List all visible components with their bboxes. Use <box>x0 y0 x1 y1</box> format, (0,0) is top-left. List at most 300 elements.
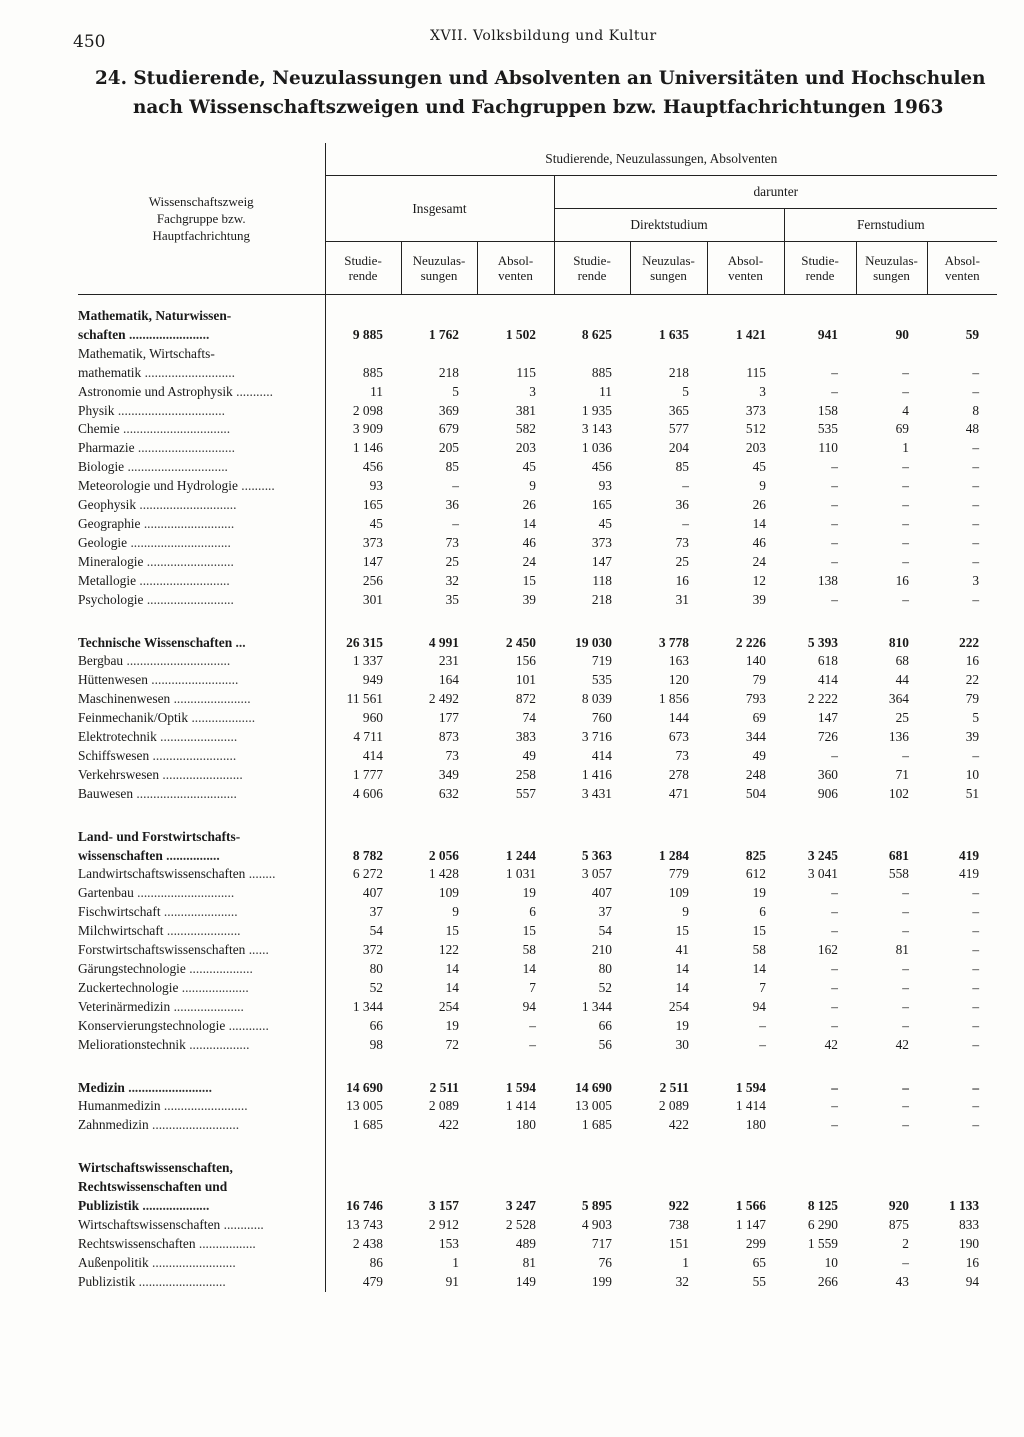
value-cell: – <box>831 515 838 531</box>
spacer-cell <box>78 610 325 634</box>
running-head: XVII. Volksbildung und Kultur <box>430 28 657 44</box>
value-cell: – <box>831 979 838 995</box>
value-cell: 16 <box>895 572 909 588</box>
value-cell: 32 <box>675 1273 689 1289</box>
value-cell: 1 566 <box>735 1198 766 1214</box>
value-cell: – <box>902 1017 909 1033</box>
value-cell: 158 <box>817 402 838 418</box>
value-cell: 15 <box>752 923 766 939</box>
value-cell: 941 <box>817 326 838 342</box>
value-cell: – <box>972 497 980 513</box>
value-cell: 79 <box>752 672 766 688</box>
value-cell: 102 <box>888 785 909 801</box>
value-cell: 1 594 <box>735 1079 766 1095</box>
value-cell: 3 057 <box>581 866 612 882</box>
value-cell: – <box>972 440 980 456</box>
table-row <box>78 998 997 1017</box>
value-cell: 180 <box>745 1117 766 1133</box>
table-row <box>78 1116 997 1135</box>
value-cell <box>927 1159 997 1178</box>
value-cell: – <box>831 1017 838 1033</box>
spacer-cell <box>401 1055 477 1079</box>
value-cell: 1 146 <box>352 440 383 456</box>
value-cell <box>477 307 554 326</box>
value-cell: 9 <box>759 478 766 494</box>
value-cell: – <box>831 383 838 399</box>
value-cell: – <box>759 1017 766 1033</box>
value-cell: 93 <box>369 478 383 494</box>
value-cell: 24 <box>522 553 536 569</box>
spacer-cell <box>630 1055 707 1079</box>
spacer-row <box>78 804 997 828</box>
value-cell <box>707 828 784 847</box>
value-cell: 9 <box>452 904 459 920</box>
value-cell: 885 <box>362 364 383 380</box>
value-cell: 45 <box>752 459 766 475</box>
value-cell: 9 <box>529 478 536 494</box>
row-label: Hüttenwesen .......................... <box>78 671 325 690</box>
value-cell: – <box>972 747 980 763</box>
table-row <box>78 1273 997 1292</box>
page-number: 450 <box>73 32 106 52</box>
value-cell: 719 <box>591 653 612 669</box>
value-cell <box>927 1178 997 1197</box>
value-cell: 58 <box>522 942 536 958</box>
spacer-cell <box>78 295 325 308</box>
value-cell: 1 414 <box>505 1098 536 1114</box>
value-cell: 3 041 <box>807 866 838 882</box>
row-label: Zuckertechnologie .................... <box>78 979 325 998</box>
value-cell: 4 606 <box>352 785 383 801</box>
table-row <box>78 364 997 383</box>
value-cell: 86 <box>369 1254 383 1270</box>
value-cell <box>707 307 784 326</box>
row-label: Bergbau ............................... <box>78 652 325 671</box>
value-cell: 2 <box>902 1235 909 1251</box>
table-row <box>78 383 997 402</box>
value-cell: 46 <box>522 534 536 550</box>
value-cell: 3 245 <box>807 847 838 863</box>
value-cell: 49 <box>522 747 536 763</box>
value-cell: 1 <box>902 440 909 456</box>
column-header-absolventen: Absol- venten <box>707 242 784 295</box>
row-label: Metallogie ........................... <box>78 572 325 591</box>
table-row <box>78 534 997 553</box>
value-cell: 1 284 <box>658 847 689 863</box>
value-cell: 153 <box>438 1235 459 1251</box>
table-row <box>78 345 997 364</box>
row-label: Pharmazie ............................. <box>78 439 325 458</box>
value-cell: – <box>902 591 909 607</box>
value-cell: 1 428 <box>428 866 459 882</box>
value-cell: 3 143 <box>581 421 612 437</box>
value-cell: 94 <box>965 1273 980 1289</box>
column-header-absolventen: Absol- venten <box>477 242 554 295</box>
spacer-cell <box>927 610 997 634</box>
value-cell <box>554 307 630 326</box>
value-cell: – <box>972 591 980 607</box>
value-cell: 717 <box>591 1235 612 1251</box>
value-cell <box>630 828 707 847</box>
value-cell: – <box>831 478 838 494</box>
spacer-cell <box>554 610 630 634</box>
statistics-table <box>78 143 997 1292</box>
value-cell: – <box>902 534 909 550</box>
value-cell: 1 244 <box>505 847 536 863</box>
value-cell: 949 <box>362 672 383 688</box>
value-cell: – <box>682 515 689 531</box>
value-cell: – <box>902 383 909 399</box>
value-cell: 512 <box>745 421 766 437</box>
value-cell: 360 <box>817 766 838 782</box>
value-cell: 90 <box>895 326 909 342</box>
value-cell: 190 <box>959 1235 980 1251</box>
row-label: wissenschaften ................ <box>78 847 325 866</box>
value-cell: 45 <box>369 515 383 531</box>
value-cell: 46 <box>752 534 766 550</box>
group-header-total: Insgesamt <box>325 176 554 242</box>
value-cell: 906 <box>817 785 838 801</box>
spacer-cell <box>927 295 997 308</box>
value-cell: 885 <box>591 364 612 380</box>
value-cell: 3 716 <box>581 729 612 745</box>
value-cell: 210 <box>591 942 612 958</box>
value-cell: 793 <box>745 691 766 707</box>
value-cell: 37 <box>598 904 612 920</box>
table-row <box>78 1216 997 1235</box>
table-row <box>78 785 997 804</box>
value-cell: 73 <box>445 534 459 550</box>
value-cell: 81 <box>522 1254 536 1270</box>
value-cell: 45 <box>522 459 536 475</box>
value-cell: 14 <box>752 515 766 531</box>
value-cell: 9 885 <box>352 326 383 342</box>
value-cell: 5 <box>682 383 689 399</box>
value-cell: 55 <box>752 1273 766 1289</box>
group-header-darunter: darunter <box>554 176 997 209</box>
value-cell: 138 <box>817 572 838 588</box>
value-cell: 1 147 <box>735 1216 766 1232</box>
value-cell: 5 895 <box>581 1198 612 1214</box>
value-cell: 4 711 <box>353 729 383 745</box>
value-cell: 66 <box>369 1017 383 1033</box>
value-cell: 872 <box>515 691 536 707</box>
value-cell: 54 <box>598 923 612 939</box>
value-cell: – <box>902 1079 909 1095</box>
value-cell: 15 <box>522 572 536 588</box>
value-cell: 163 <box>668 653 689 669</box>
value-cell: 16 746 <box>346 1198 383 1214</box>
value-cell: 960 <box>362 710 383 726</box>
value-cell: 1 344 <box>352 998 383 1014</box>
value-cell: 456 <box>591 459 612 475</box>
value-cell <box>856 1159 927 1178</box>
value-cell: 1 416 <box>581 766 612 782</box>
table-row <box>78 1235 997 1254</box>
row-label: Zahnmedizin .......................... <box>78 1116 325 1135</box>
spacer-cell <box>554 1055 630 1079</box>
value-cell: 165 <box>362 497 383 513</box>
value-cell <box>325 1178 401 1197</box>
value-cell: 738 <box>668 1216 689 1232</box>
value-cell: 1 777 <box>352 766 383 782</box>
value-cell: 825 <box>745 847 766 863</box>
value-cell: – <box>831 591 838 607</box>
value-cell: 873 <box>438 729 459 745</box>
section-total-row <box>78 1079 997 1098</box>
value-cell: 13 005 <box>346 1098 383 1114</box>
value-cell: 8 782 <box>352 847 383 863</box>
value-cell: 8 <box>972 402 980 418</box>
spacer-cell <box>78 1055 325 1079</box>
spacer-cell <box>630 1135 707 1159</box>
value-cell: – <box>902 961 909 976</box>
value-cell: – <box>831 747 838 763</box>
spacer-cell <box>477 610 554 634</box>
row-label: Rechtswissenschaften und <box>78 1178 325 1197</box>
value-cell: – <box>831 904 838 920</box>
value-cell <box>784 828 856 847</box>
row-label: Chemie ................................ <box>78 420 325 439</box>
value-cell: 2 438 <box>352 1235 383 1251</box>
value-cell: 4 903 <box>581 1216 612 1232</box>
value-cell: 203 <box>515 440 536 456</box>
value-cell <box>325 345 401 364</box>
value-cell: 41 <box>675 942 689 958</box>
value-cell: – <box>902 998 909 1014</box>
value-cell <box>784 345 856 364</box>
value-cell: 679 <box>438 421 459 437</box>
row-label: Geographie ........................... <box>78 515 325 534</box>
row-label: Geophysik ............................. <box>78 496 325 515</box>
column-header-studierende: Studie- rende <box>784 242 856 295</box>
value-cell: – <box>972 923 980 939</box>
value-cell: 122 <box>438 942 459 958</box>
value-cell <box>784 1159 856 1178</box>
value-cell: 3 157 <box>428 1198 459 1214</box>
value-cell <box>401 1178 477 1197</box>
value-cell: 1 <box>452 1254 459 1270</box>
row-label-header <box>78 143 325 295</box>
value-cell <box>477 345 554 364</box>
value-cell: 373 <box>591 534 612 550</box>
value-cell: 42 <box>895 1036 909 1052</box>
value-cell: – <box>972 1017 980 1033</box>
row-label: Mathematik, Wirtschafts- <box>78 345 325 364</box>
value-cell: 19 <box>445 1017 459 1033</box>
value-cell: 15 <box>445 923 459 939</box>
spacer-cell <box>78 804 325 828</box>
value-cell: 504 <box>745 785 766 801</box>
value-cell <box>856 828 927 847</box>
value-cell: – <box>902 515 909 531</box>
value-cell <box>401 345 477 364</box>
value-cell: 59 <box>965 326 980 342</box>
table-row <box>78 1178 997 1197</box>
value-cell: 101 <box>515 672 536 688</box>
value-cell: 1 421 <box>735 326 766 342</box>
row-label: Forstwirtschaftswissenschaften ...... <box>78 941 325 960</box>
section-total-row <box>78 326 997 345</box>
value-cell: – <box>831 1079 838 1095</box>
table-row <box>78 709 997 728</box>
row-label: Biologie .............................. <box>78 458 325 477</box>
row-label: Konservierungstechnologie ............ <box>78 1017 325 1036</box>
value-cell <box>630 1178 707 1197</box>
value-cell: 25 <box>445 553 459 569</box>
table-row <box>78 307 997 326</box>
value-cell <box>401 307 477 326</box>
value-cell: 2 912 <box>428 1216 459 1232</box>
value-cell: 254 <box>668 998 689 1014</box>
value-cell: 162 <box>817 942 838 958</box>
column-header-neuzulassungen: Neuzulas- sungen <box>630 242 707 295</box>
value-cell: – <box>902 364 909 380</box>
value-cell: 419 <box>959 847 980 863</box>
value-cell: 833 <box>959 1216 980 1232</box>
value-cell: 2 098 <box>352 402 383 418</box>
table-row <box>78 458 997 477</box>
table-body <box>78 295 997 1292</box>
value-cell: 22 <box>965 672 980 688</box>
value-cell: 414 <box>591 747 612 763</box>
value-cell: 16 <box>965 653 980 669</box>
group-header-fern: Fernstudium <box>784 209 997 242</box>
value-cell: 726 <box>817 729 838 745</box>
spacer-cell <box>401 610 477 634</box>
value-cell: 118 <box>592 572 612 588</box>
value-cell: 65 <box>752 1254 766 1270</box>
value-cell: 73 <box>675 747 689 763</box>
value-cell: 81 <box>895 942 909 958</box>
value-cell: 49 <box>752 747 766 763</box>
spacer-row <box>78 295 997 308</box>
value-cell: 922 <box>668 1198 689 1214</box>
value-cell <box>927 345 997 364</box>
value-cell: – <box>831 998 838 1014</box>
value-cell: 98 <box>369 1036 383 1052</box>
spacer-cell <box>784 804 856 828</box>
value-cell: 14 690 <box>346 1079 383 1095</box>
value-cell: 39 <box>522 591 536 607</box>
value-cell: – <box>972 515 980 531</box>
row-label: Publizistik .......................... <box>78 1273 325 1292</box>
value-cell: 25 <box>675 553 689 569</box>
value-cell: 165 <box>591 497 612 513</box>
row-label: Wirtschaftswissenschaften ............ <box>78 1216 325 1235</box>
value-cell: 32 <box>445 572 459 588</box>
value-cell: 248 <box>745 766 766 782</box>
value-cell: – <box>831 459 838 475</box>
value-cell: 25 <box>895 710 909 726</box>
value-cell: 256 <box>362 572 383 588</box>
value-cell: 489 <box>515 1235 536 1251</box>
value-cell: – <box>452 515 459 531</box>
value-cell: – <box>831 553 838 569</box>
value-cell: 681 <box>888 847 909 863</box>
value-cell: 68 <box>895 653 909 669</box>
value-cell: 30 <box>675 1036 689 1052</box>
value-cell: 19 <box>752 885 766 901</box>
value-cell: 1 502 <box>505 326 536 342</box>
value-cell: 147 <box>591 553 612 569</box>
value-cell: 535 <box>817 421 838 437</box>
value-cell: – <box>972 1079 980 1095</box>
value-cell <box>784 307 856 326</box>
value-cell: 5 393 <box>807 634 838 650</box>
spacer-cell <box>927 1135 997 1159</box>
value-cell: 136 <box>888 729 909 745</box>
value-cell: 422 <box>438 1117 459 1133</box>
value-cell: 258 <box>515 766 536 782</box>
value-cell: 48 <box>965 421 980 437</box>
value-cell: 5 <box>972 710 980 726</box>
value-cell: 14 <box>445 979 459 995</box>
value-cell: – <box>759 1036 766 1052</box>
value-cell: 6 290 <box>807 1216 838 1232</box>
value-cell: 35 <box>445 591 459 607</box>
value-cell: 205 <box>438 440 459 456</box>
value-cell: 109 <box>668 885 689 901</box>
spacer-cell <box>856 295 927 308</box>
value-cell: 364 <box>888 691 909 707</box>
value-cell: 85 <box>675 459 689 475</box>
section-total-row <box>78 634 997 653</box>
value-cell: 180 <box>515 1117 536 1133</box>
table-row <box>78 1097 997 1116</box>
value-cell: – <box>452 478 459 494</box>
value-cell: 344 <box>745 729 766 745</box>
value-cell: 810 <box>888 634 909 650</box>
value-cell: 779 <box>668 866 689 882</box>
value-cell: 618 <box>817 653 838 669</box>
value-cell: 369 <box>438 402 459 418</box>
value-cell: 11 <box>599 383 612 399</box>
value-cell <box>707 1159 784 1178</box>
value-cell: 5 <box>452 383 459 399</box>
value-cell: 2 511 <box>659 1079 689 1095</box>
table-row <box>78 922 997 941</box>
value-cell: 91 <box>445 1273 459 1289</box>
spacer-cell <box>856 610 927 634</box>
value-cell: 1 685 <box>352 1117 383 1133</box>
value-cell: 760 <box>591 710 612 726</box>
value-cell: 39 <box>752 591 766 607</box>
spacer-cell <box>707 1055 784 1079</box>
value-cell: 16 <box>675 572 689 588</box>
table-row <box>78 747 997 766</box>
value-cell: – <box>902 459 909 475</box>
value-cell: 1 635 <box>658 326 689 342</box>
value-cell: 203 <box>745 440 766 456</box>
table-row <box>78 903 997 922</box>
value-cell: – <box>972 961 980 976</box>
value-cell <box>784 1178 856 1197</box>
value-cell: 140 <box>745 653 766 669</box>
value-cell <box>707 345 784 364</box>
table-row <box>78 1254 997 1273</box>
value-cell <box>707 1178 784 1197</box>
value-cell: 14 <box>522 515 536 531</box>
value-cell: 632 <box>438 785 459 801</box>
value-cell <box>856 345 927 364</box>
value-cell: 69 <box>752 710 766 726</box>
value-cell: 1 337 <box>352 653 383 669</box>
row-label-header-text: Wissenschaftszweig Fachgruppe bzw. Hauptfachrichtung <box>148 194 254 243</box>
spacer-cell <box>707 610 784 634</box>
table-title-line-2: nach Wissenschaftszweigen und Fachgruppen bzw. Hauptfachrichtungen 1963 <box>133 97 944 118</box>
value-cell: 407 <box>591 885 612 901</box>
